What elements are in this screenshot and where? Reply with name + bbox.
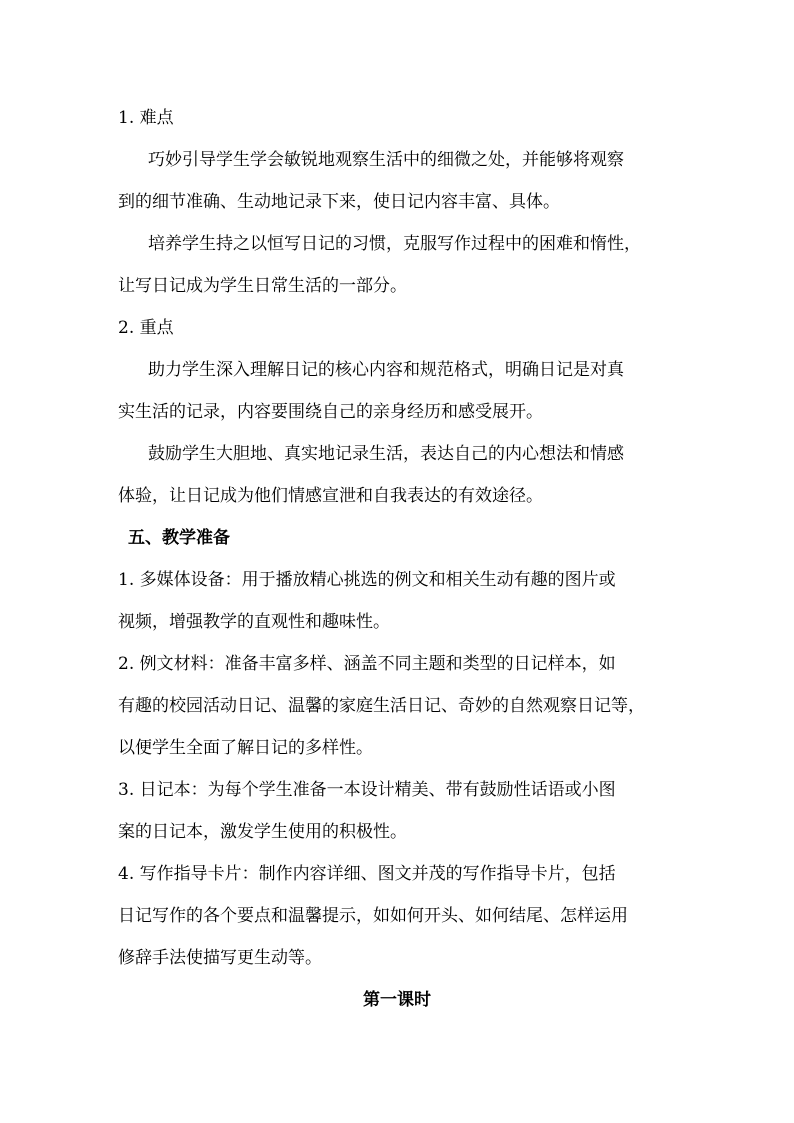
preparation-item-3-line-2: 案的日记本，激发学生使用的积极性。 bbox=[118, 822, 407, 842]
difficulty-paragraph-1-line-1: 巧妙引导学生学会敏锐地观察生活中的细微之处，并能够将观察 bbox=[148, 150, 624, 170]
preparation-item-4-line-3: 修辞手法使描写更生动等。 bbox=[118, 948, 322, 968]
preparation-item-1-line-2: 视频，增强教学的直观性和趣味性。 bbox=[118, 612, 390, 632]
preparation-item-4-line-2: 日记写作的各个要点和温馨提示，如如何开头、如何结尾、怎样运用 bbox=[118, 906, 628, 926]
preparation-item-2-line-1: 2. 例文材料：准备丰富多样、涵盖不同主题和类型的日记样本，如 bbox=[118, 654, 616, 674]
preparation-item-3-line-1: 3. 日记本：为每个学生准备一本设计精美、带有鼓励性话语或小图 bbox=[118, 780, 616, 800]
key-title: 2. 重点 bbox=[118, 318, 174, 338]
difficulty-paragraph-1-line-2: 到的细节准确、生动地记录下来，使日记内容丰富、具体。 bbox=[118, 192, 560, 212]
difficulty-title: 1. 难点 bbox=[118, 108, 174, 128]
preparation-item-1-line-1: 1. 多媒体设备：用于播放精心挑选的例文和相关生动有趣的图片或 bbox=[118, 570, 616, 590]
key-paragraph-2-line-1: 鼓励学生大胆地、真实地记录生活，表达自己的内心想法和情感 bbox=[148, 444, 624, 464]
preparation-heading: 五、教学准备 bbox=[128, 528, 230, 548]
preparation-item-4-line-1: 4. 写作指导卡片：制作内容详细、图文并茂的写作指导卡片，包括 bbox=[118, 864, 616, 884]
preparation-item-2-line-2: 有趣的校园活动日记、温馨的家庭生活日记、奇妙的自然观察日记等， bbox=[118, 696, 645, 716]
difficulty-paragraph-2-line-2: 让写日记成为学生日常生活的一部分。 bbox=[118, 276, 407, 296]
key-paragraph-2-line-2: 体验，让日记成为他们情感宣泄和自我表达的有效途径。 bbox=[118, 486, 543, 506]
difficulty-paragraph-2-line-1: 培养学生持之以恒写日记的习惯，克服写作过程中的困难和惰性， bbox=[148, 234, 641, 254]
key-paragraph-1-line-2: 实生活的记录，内容要围绕自己的亲身经历和感受展开。 bbox=[118, 402, 543, 422]
lesson-title: 第一课时 bbox=[363, 990, 431, 1010]
key-paragraph-1-line-1: 助力学生深入理解日记的核心内容和规范格式，明确日记是对真 bbox=[148, 360, 624, 380]
preparation-item-2-line-3: 以便学生全面了解日记的多样性。 bbox=[118, 738, 373, 758]
